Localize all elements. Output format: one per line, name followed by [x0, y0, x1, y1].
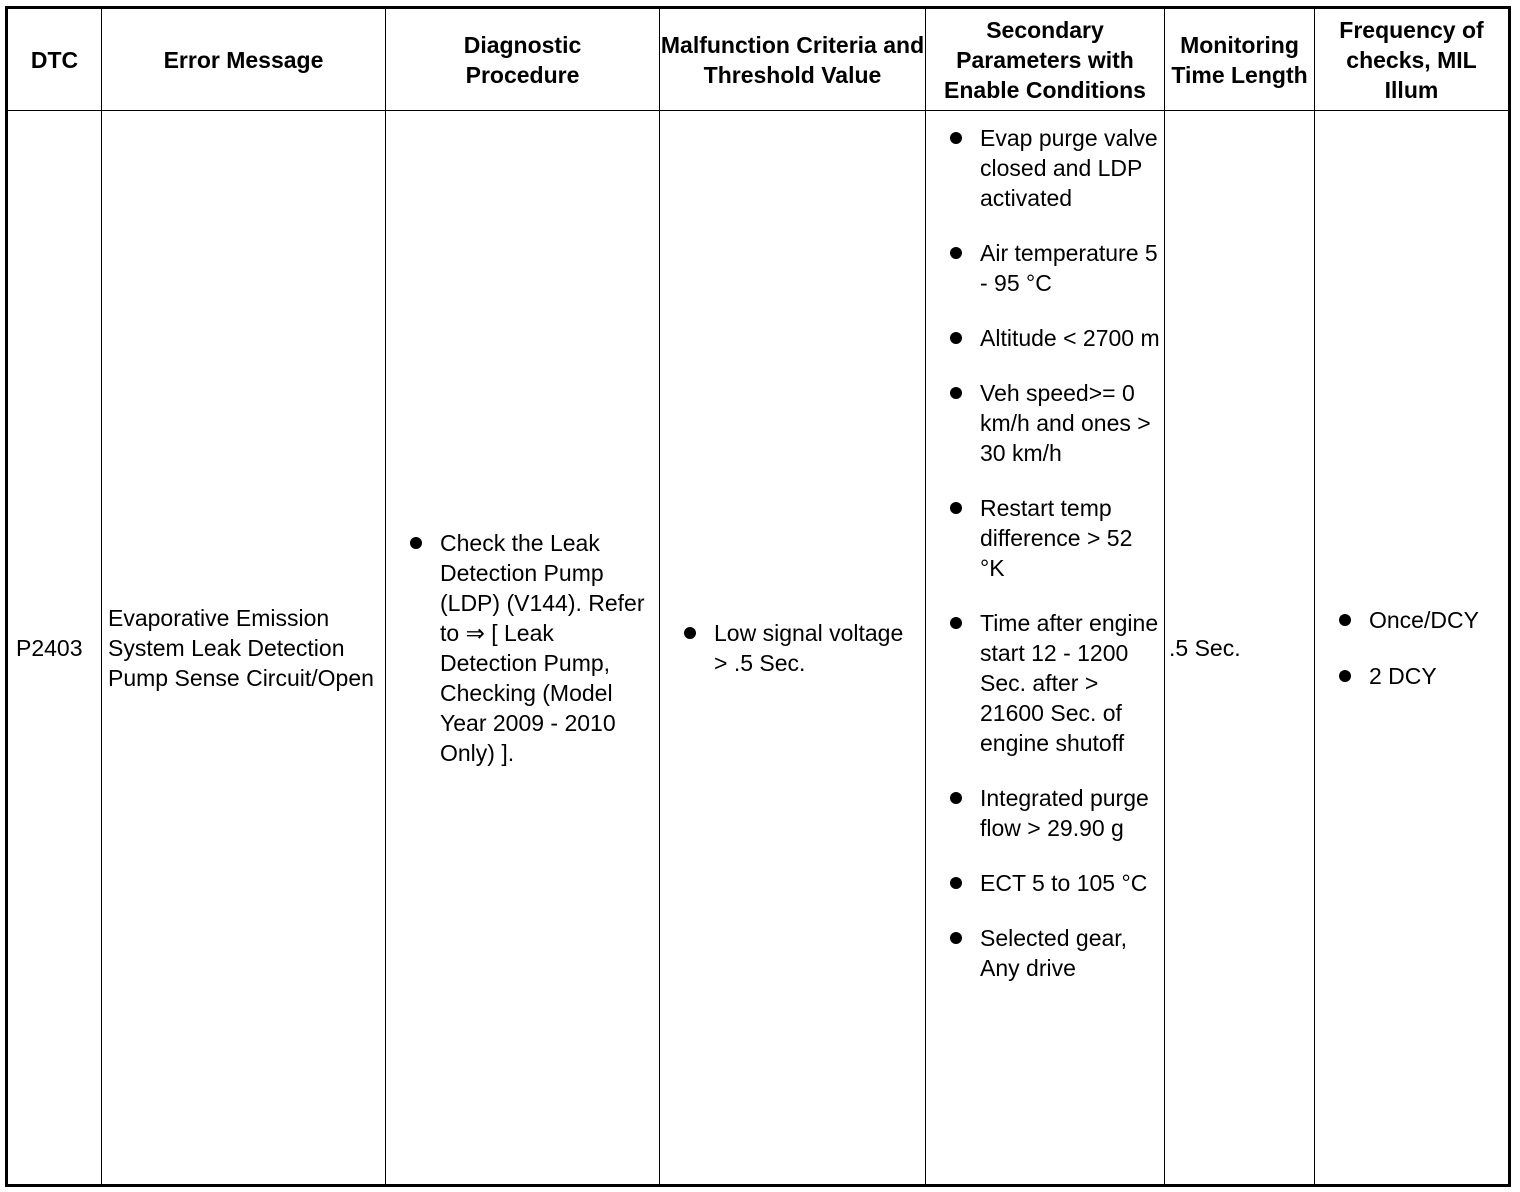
header-row	[7, 8, 1510, 111]
list-item: Evap purge valve closed and LDP activated	[926, 123, 1164, 213]
list-item: Integrated purge flow > 29.90 g	[926, 783, 1164, 843]
list-item: Veh speed>= 0 km/h and ones > 30 km/h	[926, 378, 1164, 468]
cell-dtc: P2403	[7, 111, 102, 1186]
list-item: 2 DCY	[1315, 661, 1508, 691]
header-malfunction-criteria: Malfunction Criteria and Threshold Value	[660, 8, 926, 111]
list-item: Time after engine start 12 - 1200 Sec. after > 21600 Sec. of engine shutoff	[926, 608, 1164, 758]
cell-monitoring-time: .5 Sec.	[1165, 111, 1315, 1186]
list-item: Selected gear, Any drive	[926, 923, 1164, 983]
list-item: Low signal voltage > .5 Sec.	[660, 618, 925, 678]
list-item: Altitude < 2700 m	[926, 323, 1164, 353]
list-item: Check the Leak Detection Pump (LDP) (V144). Refer to ⇒ [ Leak Detection Pump, Checking (Model Year 2009 - 2010 Only) ].	[386, 528, 659, 768]
malfunction-criteria-list	[660, 618, 925, 678]
list-item: ECT 5 to 105 °C	[926, 868, 1164, 898]
list-item: Restart temp difference > 52 °K	[926, 493, 1164, 583]
header-frequency: Frequency of checks, MIL Illum	[1315, 8, 1510, 111]
header-diagnostic-procedure: Diagnostic Procedure	[386, 8, 660, 111]
cell-malfunction-criteria	[660, 111, 926, 1186]
header-dtc: DTC	[7, 8, 102, 111]
cell-secondary-parameters	[926, 111, 1165, 1186]
diagnostic-procedure-list	[386, 528, 659, 768]
cell-error-message: Evaporative Emission System Leak Detection Pump Sense Circuit/Open	[102, 111, 386, 1186]
secondary-parameters-list	[926, 123, 1164, 983]
frequency-list	[1315, 605, 1508, 691]
table-row	[7, 111, 1510, 1186]
list-item: Air temperature 5 - 95 °C	[926, 238, 1164, 298]
cell-frequency	[1315, 111, 1510, 1186]
list-item: Once/DCY	[1315, 605, 1508, 635]
header-secondary-parameters: Secondary Parameters with Enable Conditions	[926, 8, 1165, 111]
header-monitoring-time: Monitoring Time Length	[1165, 8, 1315, 111]
header-error-message: Error Message	[102, 8, 386, 111]
dtc-table	[5, 6, 1511, 1187]
cell-diagnostic-procedure	[386, 111, 660, 1186]
